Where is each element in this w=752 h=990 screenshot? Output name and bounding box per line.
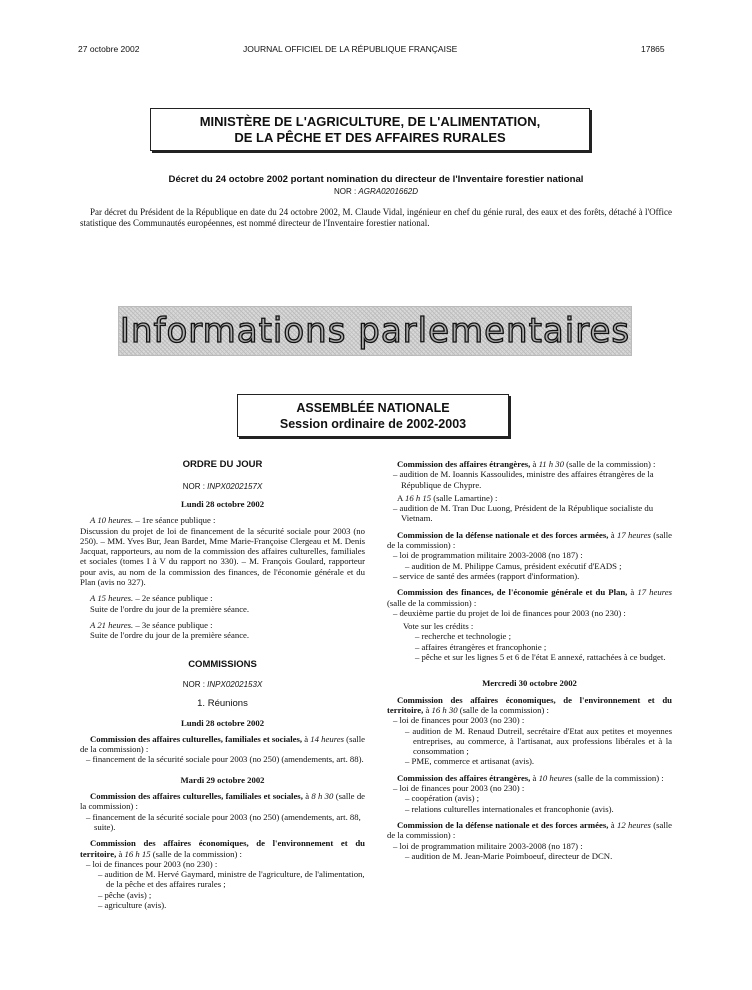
commission-cafe-1-item-2: – audition de M. Tran Duc Luong, Président de la République socialiste du Vietnam. [393,503,654,524]
reunions-heading: 1. Réunions [197,697,248,709]
commission-cafe-2-subitem-1: – coopération (avis) ; [405,793,480,804]
commission-cac-1-a: à [302,733,311,744]
seance-1-label: – 1re séance publique : [133,515,216,526]
commission-cac-1-name: Commission des affaires culturelles, familiales et sociales, [90,733,303,744]
commission-cae-left-name: Commission des affaires économiques, de l'environnement et du territoire, [80,838,365,859]
commission-cdn-1-name: Commission de la défense nationale et des forces armées, [397,529,609,540]
ordre-nor-label: NOR : [182,482,208,491]
decree-title: Décret du 24 octobre 2002 portant nomination du directeur de l'Inventaire forestier national [168,174,584,185]
commission-finances-vote: Vote sur les crédits : [403,621,474,632]
cafe-second-room: (salle Lamartine) : [431,492,498,503]
commission-cdn-1 [387,530,672,551]
date-heading-lundi: Lundi 28 octobre 2002 [180,499,265,509]
seance-3-body: Suite de l'ordre du jour de la première séance. [90,630,250,641]
commission-cac-2-room: (salle de la commission) : [80,791,366,812]
commission-cdn-2-item: – loi de programmation militaire 2003-2008 (no 187) : [393,840,583,851]
commission-cafe-1-time: 11 h 30 [538,459,564,469]
commission-cdn-2-time: 12 heures [616,819,651,830]
commission-cafe-1-second-session [387,493,672,503]
commission-cae-left-item-2: – audition de M. Hervé Gaymard, ministre de l'agriculture, de l'alimentation, de la pêche et des affaires rurales ; [98,869,365,890]
commission-cafe-2-room: (salle de la commission) : [572,772,664,783]
commission-cdn-2 [387,820,672,841]
informations-parlementaires-banner [118,306,632,356]
commission-cac-1-item: – financement de la sécurité sociale pour 2003 (no 250) (amendements, art. 88). [86,754,364,765]
seance-3-label: – 3e séance publique : [133,619,213,630]
commission-cafe-2-a: à [530,772,539,783]
commission-cdn-2-room: (salle de la commission) : [387,819,673,841]
ordre-nor-code: INPX0202157X [207,482,263,491]
commission-cac-2-time: 8 h 30 [311,791,334,802]
date-heading-mardi: Mardi 29 octobre 2002 [180,774,265,785]
commission-cae-right [387,695,672,716]
seance-2-body: Suite de l'ordre du jour de la première séance. [90,603,250,614]
commission-cac-2-item: – financement de la sécurité sociale pour 2003 (no 250) (amendements, art. 88, suite). [86,811,361,832]
commission-cac-1 [80,734,365,755]
commission-cae-left-a: à [116,848,125,859]
date-heading-lundi-2: Lundi 28 octobre 2002 [180,717,265,728]
commission-cafe-2-name: Commission des affaires étrangères, [397,772,531,783]
commission-cdn-1-a: à [608,529,617,540]
commission-cafe-1-a: à [530,459,539,469]
decree-nor-label: NOR : [333,187,359,196]
commission-cdn-1-item-2: – audition de M. Philippe Camus, président exécutif d'EADS ; [405,560,622,571]
header-date: 27 octobre 2002 [78,44,140,54]
banner-title: Informations parlementaires [119,311,631,351]
commission-cae-right-time: 16 h 30 [431,704,458,715]
commission-cae-right-name: Commission des affaires économiques, de l'environnement et du territoire, [387,694,672,715]
commission-cae-right-a: à [423,704,432,715]
commission-cafe-2-subitem-2: – relations culturelles internationales et francophonie (avis). [405,803,614,814]
decree-body: Par décret du Président de la République en date du 24 octobre 2002, M. Claude Vidal, ingénieur en chef du génie rural, des eaux et des forêts, détaché à l'Office statistique des Communautés européennes, est nommé directeur de l'Inventaire forestier national. [80,207,672,228]
commissions-nor-label: NOR : [182,679,208,689]
header-journal-title: JOURNAL OFFICIEL DE LA RÉPUBLIQUE FRANÇAISE [243,44,458,54]
date-heading-mercredi: Mercredi 30 octobre 2002 [482,678,577,689]
commission-cae-left-room: (salle de la commission) : [150,848,242,859]
seance-3-time: A 21 heures. [90,619,134,630]
commission-cae-left [80,838,365,859]
ordre-du-jour-nor [80,482,365,491]
commission-cdn-1-item-3: – service de santé des armées (rapport d'information). [393,570,580,581]
commission-cac-2-a: à [302,791,312,802]
assembly-line-2: Session ordinaire de 2002-2003 [279,417,467,431]
seance-1-heading [80,515,365,525]
commission-cdn-2-name: Commission de la défense nationale et des forces armées, [397,819,609,830]
header-page-number: 17865 [641,44,665,54]
commission-finances-a: à [627,587,638,598]
commission-cafe-2-item: – loi de finances pour 2003 (no 230) : [393,783,525,794]
decree-nor [80,187,672,196]
commission-cac-2 [80,791,365,812]
seance-1-body: Discussion du projet de loi de financement de la sécurité sociale pour 2003 (no 250). – MM. Yves Bur, Jean Bardet, Mme Marie-Françoise Clergeau et M. Denis Jacquat, rapporteurs, au nom de la commission des affaires culturelles, familiales et sociales (tomes I à V du rapport no 330). – M. François Goulard, rapporteur pour avis, au nom de la commission des finances, de l'économie générale et du Plan (avis no 327). [80,525,365,588]
seance-3-heading [80,620,365,630]
commission-cae-left-item-1: – loi de finances pour 2003 (no 230) : [86,858,218,869]
seance-2-label: – 2e séance publique : [133,593,213,604]
commission-finances [387,587,672,608]
assembly-line-1: ASSEMBLÉE NATIONALE [296,401,450,415]
commission-cafe-1 [387,459,672,469]
seance-2-heading [80,593,365,603]
commission-cafe-1-room: (salle de la commission) : [563,459,656,469]
commission-cafe-2 [387,773,672,783]
commission-finances-subitem-2: – affaires étrangères et francophonie ; [415,641,547,652]
commission-finances-subitem-3: – pêche et sur les lignes 5 et 6 de l'état E annexé, rattachées à ce budget. [415,652,666,663]
commission-cac-1-room: (salle de la commission) : [80,733,365,755]
assembly-box [237,394,509,437]
commission-cae-left-item-4: – agriculture (avis). [98,900,167,911]
commission-finances-time: 17 heures [637,587,673,598]
commission-finances-subitem-1: – recherche et technologie ; [415,631,511,642]
seance-2-time: A 15 heures. [90,593,134,604]
commissions-title: COMMISSIONS [188,658,257,670]
commission-cac-2-name: Commission des affaires culturelles, familiales et sociales, [90,791,303,802]
commissions-nor-code: INPX0202153X [207,679,263,689]
commission-finances-name: Commission des finances, de l'économie générale et du Plan, [397,587,628,598]
right-column [387,459,672,861]
commission-cafe-2-time: 10 heures [538,772,573,783]
commission-finances-item: – deuxième partie du projet de loi de finances pour 2003 (no 230) : [393,607,626,618]
commission-finances-room: (salle de la commission) : [387,597,477,608]
cafe-second-a: A [397,492,405,503]
commission-cdn-1-room: (salle de la commission) : [387,529,673,551]
ordre-du-jour-title: ORDRE DU JOUR [182,459,263,470]
left-column [80,459,365,910]
commissions-nor [80,680,365,689]
commission-cdn-1-item-1: – loi de programmation militaire 2003-2008 (no 187) : [393,550,583,561]
commission-cafe-1-name: Commission des affaires étrangères, [397,459,531,469]
commission-cdn-2-subitem: – audition de M. Jean-Marie Poimboeuf, directeur de DCN. [405,850,613,861]
commission-cae-right-item: – loi de finances pour 2003 (no 230) : [393,715,525,726]
commission-cae-left-item-3: – pêche (avis) ; [98,889,152,900]
ministry-line-1: MINISTÈRE DE L'AGRICULTURE, DE L'ALIMENTATION, [199,114,541,129]
seance-1-time: A 10 heures. [90,515,134,526]
decree-nor-code: AGRA0201662D [358,187,419,196]
commission-cae-right-subitem-2: – PME, commerce et artisanat (avis). [405,756,535,767]
commission-cdn-1-time: 17 heures [616,529,651,540]
commission-cae-right-room: (salle de la commission) : [457,704,549,715]
commission-cdn-2-a: à [608,819,617,830]
commission-cafe-1-item-1: – audition de M. Ioannis Kassoulides, ministre des affaires étrangères de la République de Chypre. [393,469,654,490]
commission-cac-1-time: 14 heures [310,733,344,744]
cafe-second-time: 16 h 15 [404,492,432,503]
ministry-line-2: DE LA PÊCHE ET DES AFFAIRES RURALES [234,130,506,145]
commission-cae-left-time: 16 h 15 [124,848,151,859]
ministry-box [150,108,590,151]
commission-cae-right-subitem-1: – audition de M. Renaud Dutreil, secrétaire d'Etat aux petites et moyennes entreprises, au commerce, à l'artisanat, aux professions libérales et à la consommation ; [405,725,672,757]
